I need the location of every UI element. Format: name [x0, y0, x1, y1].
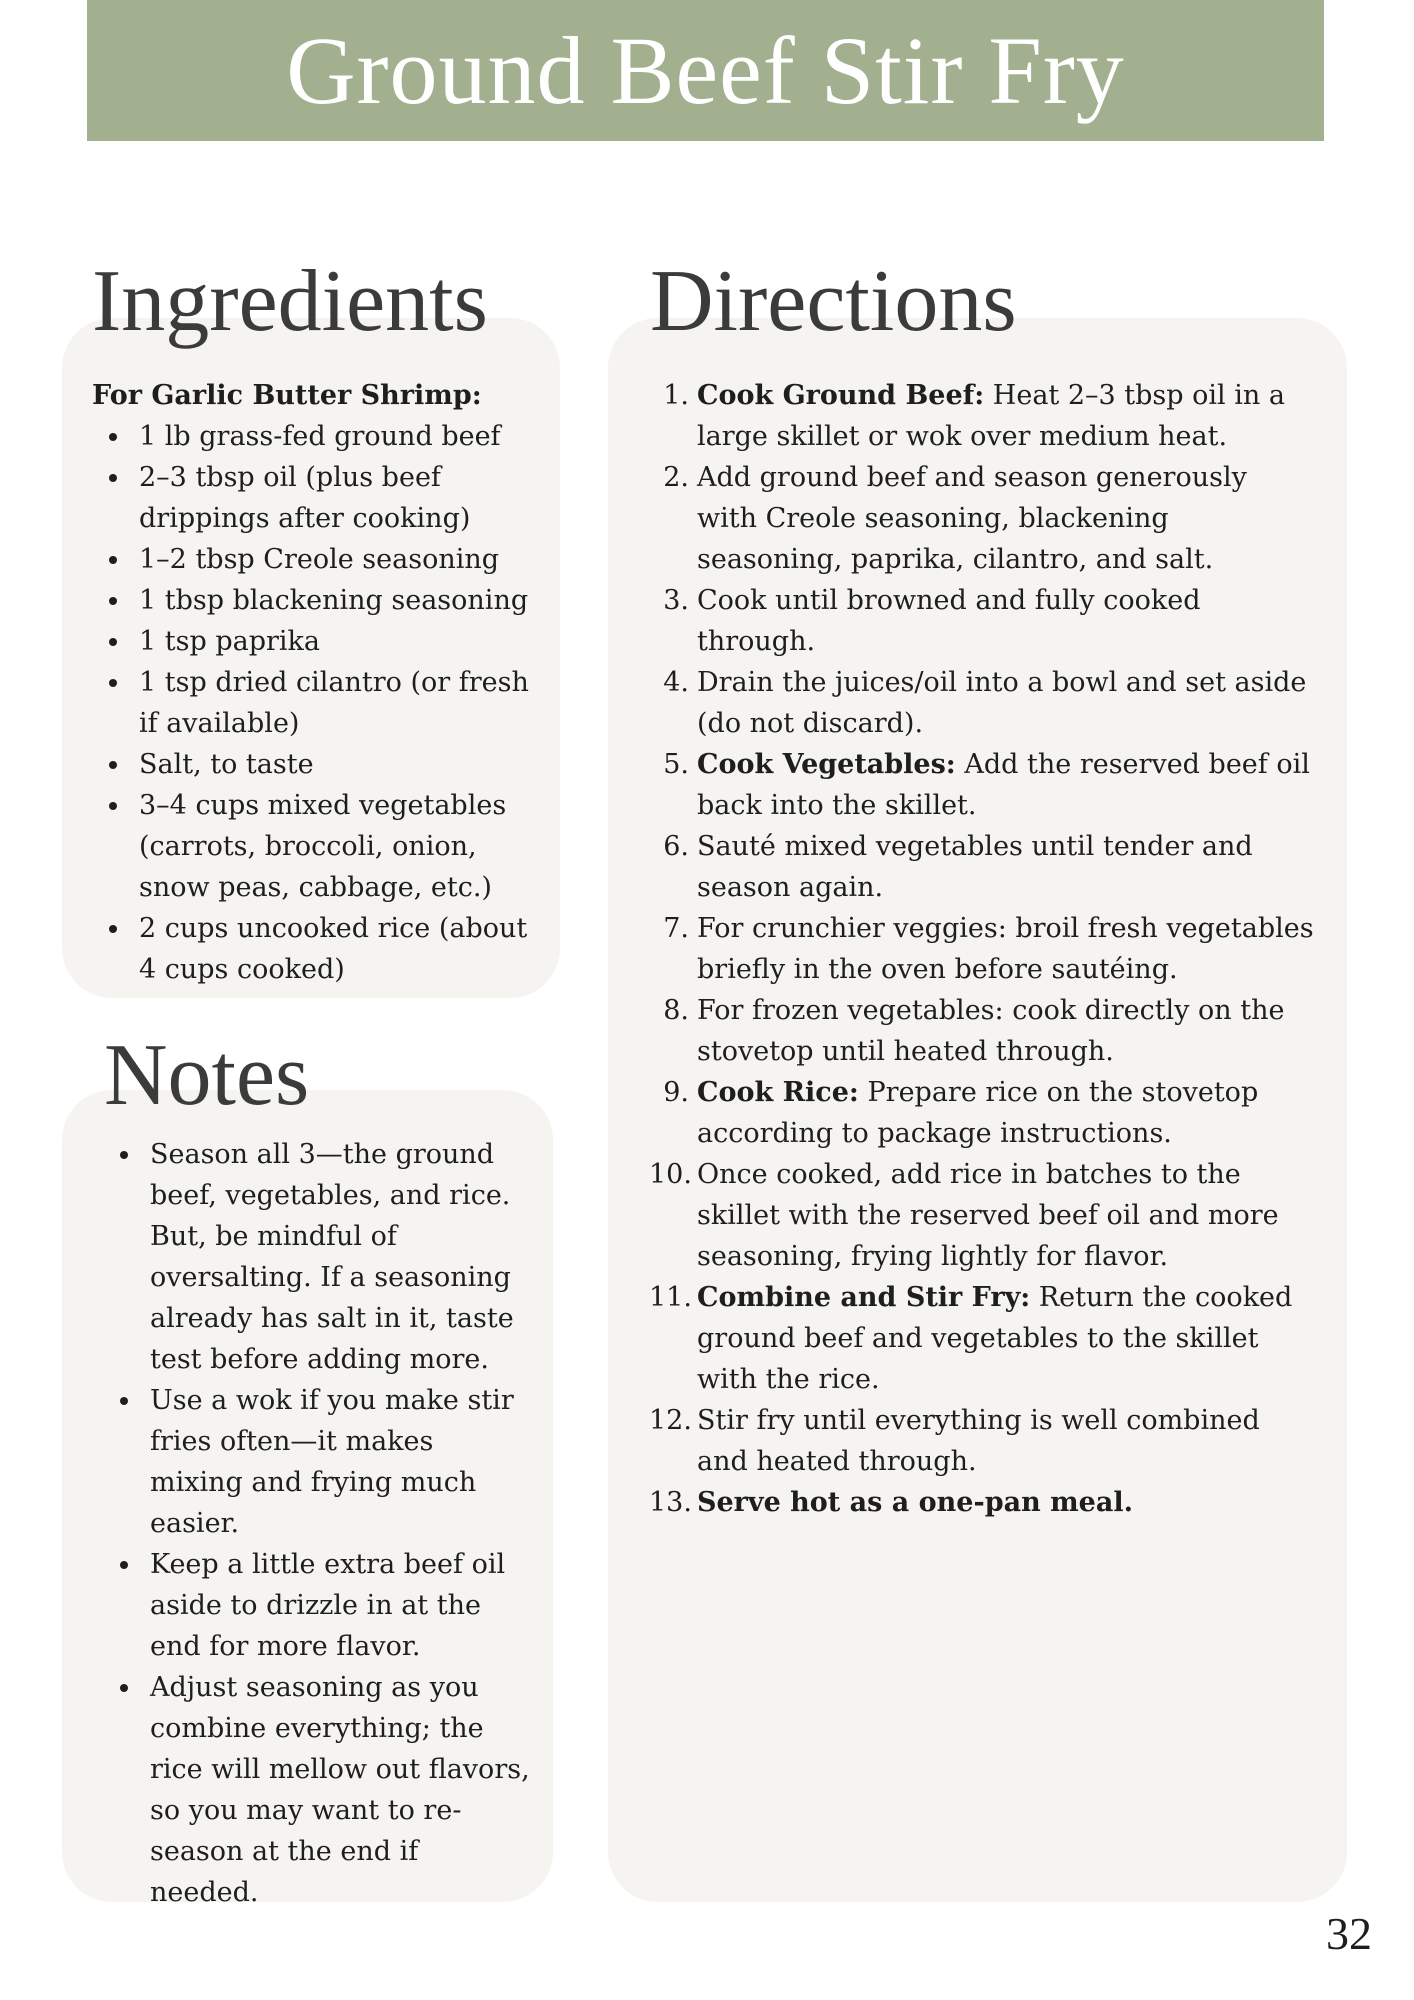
- step-text: Once cooked, add rice in batches to the skillet with the reserved beef oil and more seasoning, frying lightly for flavor.: [697, 1159, 1279, 1272]
- note-item: Use a wok if you make stir fries often—it makes mixing and frying much easier.: [150, 1380, 530, 1544]
- step-number: 1.: [663, 380, 689, 411]
- direction-step: [655, 662, 1315, 744]
- note-item: Season all 3—the ground beef, vegetables, and rice. But, be mindful of oversalting. If a seasoning already has salt in it, taste test before adding more.: [150, 1134, 530, 1380]
- ingredients-list: [92, 416, 547, 990]
- step-number: 6.: [663, 831, 689, 862]
- note-item: Keep a little extra beef oil aside to drizzle in at the end for more flavor.: [150, 1544, 530, 1667]
- direction-step: [655, 375, 1315, 457]
- direction-step: [655, 990, 1315, 1072]
- step-text: Add the reserved beef oil back into the skillet.: [697, 749, 1310, 821]
- step-number: 7.: [663, 913, 689, 944]
- page-number: 32: [1326, 1908, 1372, 1959]
- notes-heading: Notes: [104, 1027, 310, 1124]
- directions-heading: Directions: [650, 253, 1017, 350]
- direction-step: [655, 826, 1315, 908]
- step-number: 12.: [649, 1405, 692, 1436]
- direction-step: [649, 1154, 1315, 1277]
- step-text: Prepare rice on the stovetop according to package instructions.: [697, 1077, 1259, 1149]
- ingredient-item: Salt, to taste: [139, 744, 547, 785]
- step-number: 5.: [663, 749, 689, 780]
- step-text: Return the cooked ground beef and vegetables to the skillet with the rice.: [697, 1282, 1293, 1395]
- ingredients-heading: Ingredients: [92, 253, 488, 350]
- ingredient-item: 3–4 cups mixed vegetables (carrots, broccoli, onion, snow peas, cabbage, etc.): [139, 785, 547, 908]
- notes-list: [150, 1134, 530, 1913]
- step-bold: Combine and Stir Fry:: [697, 1282, 1031, 1313]
- notes-list-block: [150, 1134, 530, 1913]
- step-text: Cook until browned and fully cooked through.: [697, 585, 1201, 657]
- step-text: Stir fry until everything is well combined and heated through.: [697, 1405, 1260, 1477]
- title-banner: [87, 0, 1324, 141]
- step-text: For crunchier veggies: broil fresh vegetables briefly in the oven before sautéing.: [697, 913, 1314, 985]
- step-number: 2.: [663, 462, 689, 493]
- step-number: 10.: [649, 1159, 692, 1190]
- ingredient-item: 2–3 tbsp oil (plus beef drippings after cooking): [139, 457, 547, 539]
- step-number: 8.: [663, 995, 689, 1026]
- ingredients-list-block: [92, 375, 547, 990]
- ingredient-item: 1 tbsp blackening seasoning: [139, 580, 547, 621]
- ingredient-item: 1 tsp paprika: [139, 621, 547, 662]
- direction-step: [655, 1072, 1315, 1154]
- direction-step: [655, 744, 1315, 826]
- ingredients-subheading: For Garlic Butter Shrimp:: [92, 380, 482, 411]
- step-text: Add ground beef and season generously with Creole seasoning, blackening seasoning, paprika, cilantro, and salt.: [697, 462, 1247, 575]
- ingredient-item: 1 lb grass-fed ground beef: [139, 416, 547, 457]
- step-text: Drain the juices/oil into a bowl and set aside (do not discard).: [697, 667, 1307, 739]
- direction-step: [649, 1482, 1315, 1523]
- step-number: 9.: [663, 1077, 689, 1108]
- directions-steps: [649, 375, 1315, 1523]
- page-title: Ground Beef Stir Fry: [286, 17, 1125, 124]
- step-bold: Cook Rice:: [697, 1077, 859, 1108]
- step-text: For frozen vegetables: cook directly on the stovetop until heated through.: [697, 995, 1285, 1067]
- direction-step: [649, 1400, 1315, 1482]
- step-bold: Serve hot as a one-pan meal.: [697, 1487, 1133, 1518]
- ingredient-item: 2 cups uncooked rice (about 4 cups cooked): [139, 908, 547, 990]
- direction-step: [649, 1277, 1315, 1400]
- step-number: 3.: [663, 585, 689, 616]
- ingredient-item: 1–2 tbsp Creole seasoning: [139, 539, 547, 580]
- step-number: 11.: [649, 1282, 692, 1313]
- step-bold: Cook Ground Beef:: [697, 380, 985, 411]
- directions-list-block: [649, 375, 1315, 1523]
- step-text: Sauté mixed vegetables until tender and season again.: [697, 831, 1253, 903]
- direction-step: [655, 457, 1315, 580]
- step-text: Heat 2–3 tbsp oil in a large skillet or wok over medium heat.: [697, 380, 1285, 452]
- note-item: Adjust seasoning as you combine everything; the rice will mellow out flavors, so you may want to re-season at the end if needed.: [150, 1667, 530, 1913]
- step-number: 13.: [649, 1487, 692, 1518]
- step-number: 4.: [663, 667, 689, 698]
- direction-step: [655, 580, 1315, 662]
- ingredient-item: 1 tsp dried cilantro (or fresh if available): [139, 662, 547, 744]
- direction-step: [655, 908, 1315, 990]
- step-bold: Cook Vegetables:: [697, 749, 956, 780]
